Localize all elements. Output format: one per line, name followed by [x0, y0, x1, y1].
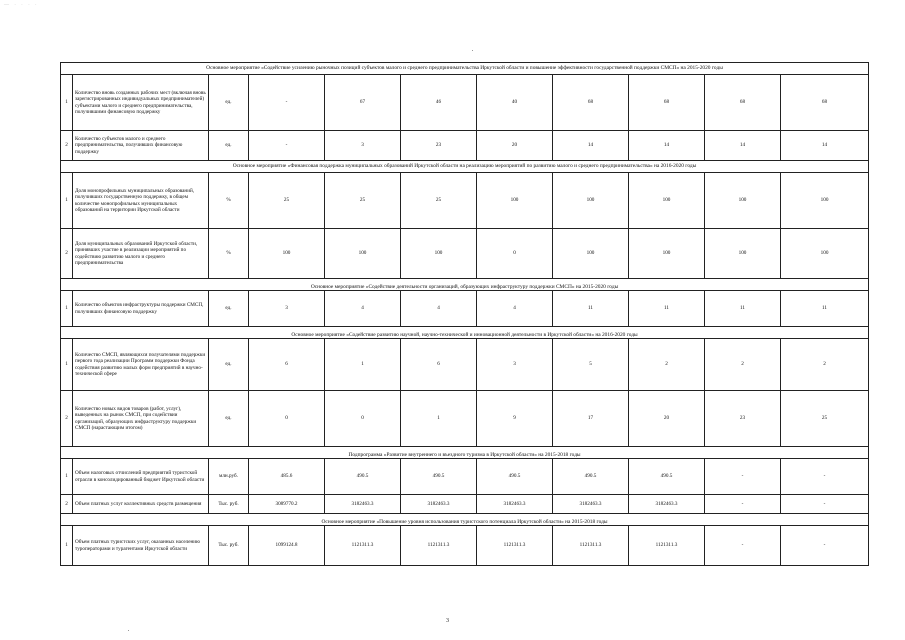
page-number: 3	[446, 618, 449, 624]
section-header: Основное мероприятие «Повышение уровня использования туристского потенциала Иркутской области» на 2015-2018 годы	[61, 514, 869, 526]
value-cell: 40	[477, 75, 553, 131]
table-row	[61, 391, 869, 447]
table-row	[61, 173, 869, 229]
row-number: 1	[61, 291, 73, 327]
value-cell: 1121311.3	[553, 526, 629, 566]
table-body	[61, 63, 869, 566]
value-cell: 68	[553, 75, 629, 131]
value-cell: 3182463.3	[325, 495, 401, 514]
indicator-name: Количество объектов инфраструктуры поддержки СМСП, получивших финансовую поддержку	[73, 291, 209, 327]
indicator-name: Объем налоговых отчислений предприятий туристской отрасли в консолидированный бюджет Иркутской области	[73, 459, 209, 495]
unit-cell: Тыс. руб.	[209, 495, 249, 514]
value-cell: 490.5	[401, 459, 477, 495]
value-cell: 14	[553, 131, 629, 161]
table-row	[61, 526, 869, 566]
section-header: Основное мероприятие «Содействие деятельности организаций, образующих инфраструктуру поддержки СМСП» на 2015-2020 годы	[61, 279, 869, 291]
value-cell: 46	[401, 75, 477, 131]
value-cell: 25	[325, 173, 401, 229]
value-cell: 2	[629, 339, 705, 391]
value-cell: 68	[781, 75, 869, 131]
value-cell: 490.5	[477, 459, 553, 495]
value-cell: 5	[553, 339, 629, 391]
unit-cell: ед.	[209, 75, 249, 131]
row-number: 1	[61, 173, 73, 229]
value-cell: 20	[629, 391, 705, 447]
value-cell: 23	[401, 131, 477, 161]
unit-cell: Тыс. руб.	[209, 526, 249, 566]
value-cell: 100	[781, 229, 869, 279]
value-cell: 100	[553, 173, 629, 229]
section-header-row	[61, 161, 869, 173]
value-cell: 100	[553, 229, 629, 279]
value-cell: 11	[629, 291, 705, 327]
value-cell: -	[781, 526, 869, 566]
value-cell: 0	[249, 391, 325, 447]
value-cell: 490.5	[629, 459, 705, 495]
value-cell: 25	[401, 173, 477, 229]
section-header-row	[61, 447, 869, 459]
row-number: 1	[61, 75, 73, 131]
value-cell: 1121311.3	[325, 526, 401, 566]
value-cell: 23	[705, 391, 781, 447]
section-header: Основное мероприятие «Содействие усилению рыночных позиций субъектов малого и среднего предпринимательства Иркутской области и повышение эффективности государственной поддержки СМСП» на 2015-2020 годы	[61, 63, 869, 75]
row-number: 2	[61, 391, 73, 447]
unit-cell: ед.	[209, 339, 249, 391]
row-number: 1	[61, 339, 73, 391]
value-cell: 0	[477, 229, 553, 279]
value-cell: 20	[477, 131, 553, 161]
table-row	[61, 291, 869, 327]
row-number: 2	[61, 131, 73, 161]
row-number: 2	[61, 229, 73, 279]
value-cell: 67	[325, 75, 401, 131]
value-cell: 3182463.3	[553, 495, 629, 514]
value-cell: 3182463.3	[629, 495, 705, 514]
value-cell: 9	[477, 391, 553, 447]
value-cell: -	[249, 131, 325, 161]
value-cell: -	[781, 459, 869, 495]
table-row	[61, 339, 869, 391]
unit-cell: ед.	[209, 131, 249, 161]
value-cell: 6	[249, 339, 325, 391]
row-number: 2	[61, 495, 73, 514]
value-cell: 6	[401, 339, 477, 391]
value-cell: 3	[477, 339, 553, 391]
value-cell: 1121311.3	[401, 526, 477, 566]
unit-cell: ед.	[209, 291, 249, 327]
indicator-name: Количество вновь созданных рабочих мест (включая вновь зарегистрированных индивидуальных предпринимателей) субъектами малого и среднего предпринимательства, получившими финансовую поддержку	[73, 75, 209, 131]
value-cell: 100	[477, 173, 553, 229]
value-cell: 11	[705, 291, 781, 327]
value-cell: 68	[705, 75, 781, 131]
value-cell: 17	[553, 391, 629, 447]
unit-cell: %	[209, 229, 249, 279]
value-cell: 100	[325, 229, 401, 279]
value-cell: 3089770.2	[249, 495, 325, 514]
indicator-name: Доля муниципальных образований Иркутской области, принявших участие в реализации мероприятий по содействию развитию малого и среднего предпринимательства	[73, 229, 209, 279]
value-cell: 1121311.3	[629, 526, 705, 566]
indicator-name: Доля монопрофильных муниципальных образований, получивших государственную поддержку, в общем количестве монопрофильных муниципальных образований на территории Иркутской области	[73, 173, 209, 229]
indicator-name: Количество СМСП, являющихся получателями поддержки первого года реализации Программ поддержки Фонда содействия развитию малых форм предприятий в научно-технической сфере	[73, 339, 209, 391]
table-row	[61, 229, 869, 279]
table-row	[61, 495, 869, 514]
value-cell: 100	[629, 229, 705, 279]
value-cell: -	[705, 495, 781, 514]
table-row	[61, 131, 869, 161]
unit-cell: млн.руб.	[209, 459, 249, 495]
value-cell: 485.6	[249, 459, 325, 495]
value-cell: 11	[553, 291, 629, 327]
value-cell: -	[781, 495, 869, 514]
value-cell: 100	[781, 173, 869, 229]
value-cell: 14	[781, 131, 869, 161]
section-header-row	[61, 327, 869, 339]
section-header-row	[61, 514, 869, 526]
value-cell: 100	[705, 229, 781, 279]
value-cell: 3182463.3	[401, 495, 477, 514]
table-row	[61, 75, 869, 131]
scan-speck	[472, 50, 473, 51]
value-cell: 490.5	[553, 459, 629, 495]
indicator-name: Объем платных туристских услуг, оказанных населению туроператорами и турагентами Иркутской области	[73, 526, 209, 566]
value-cell: -	[705, 526, 781, 566]
scan-speck	[128, 630, 129, 631]
value-cell: 4	[401, 291, 477, 327]
value-cell: 100	[705, 173, 781, 229]
unit-cell: ед.	[209, 391, 249, 447]
row-number: 1	[61, 459, 73, 495]
indicators-table	[60, 62, 869, 566]
scan-corner-mark: — · · · ·	[4, 3, 39, 8]
section-header-row	[61, 279, 869, 291]
value-cell: 1	[401, 391, 477, 447]
value-cell: 2	[781, 339, 869, 391]
value-cell: 25	[781, 391, 869, 447]
value-cell: 11	[781, 291, 869, 327]
value-cell: 4	[325, 291, 401, 327]
value-cell: -	[249, 75, 325, 131]
value-cell: 100	[629, 173, 705, 229]
row-number: 1	[61, 526, 73, 566]
value-cell: 100	[401, 229, 477, 279]
value-cell: 14	[629, 131, 705, 161]
section-header-row	[61, 63, 869, 75]
value-cell: 0	[325, 391, 401, 447]
value-cell: 3	[325, 131, 401, 161]
value-cell: 1099124.8	[249, 526, 325, 566]
section-header: Основное мероприятие «Финансовая поддержка муниципальных образований Иркутской области на реализацию мероприятий по развитию малого и среднего предпринимательства» на 2016-2020 годы	[61, 161, 869, 173]
value-cell: 4	[477, 291, 553, 327]
indicator-name: Количество новых видов товаров (работ, услуг), выведенных на рынок СМСП, при содействии организаций, образующих инфраструктуру поддержки СМСП (нарастающим итогом)	[73, 391, 209, 447]
indicator-name: Объем платных услуг коллективных средств размещения	[73, 495, 209, 514]
value-cell: 14	[705, 131, 781, 161]
value-cell: 1121311.3	[477, 526, 553, 566]
value-cell: 100	[249, 229, 325, 279]
value-cell: 1	[325, 339, 401, 391]
value-cell: 3	[249, 291, 325, 327]
table-row	[61, 459, 869, 495]
value-cell: 490.5	[325, 459, 401, 495]
value-cell: 68	[629, 75, 705, 131]
section-header: Основное мероприятие «Содействие развитию научной, научно-технической и инновационной деятельности в Иркутской области» на 2016-2020 годы	[61, 327, 869, 339]
section-header: Подпрограмма «Развитие внутреннего и въездного туризма в Иркутской области» на 2015-2018 годы	[61, 447, 869, 459]
indicator-name: Количество субъектов малого и среднего предпринимательства, получивших финансовую поддержку	[73, 131, 209, 161]
value-cell: 3182463.3	[477, 495, 553, 514]
value-cell: 25	[249, 173, 325, 229]
value-cell: -	[705, 459, 781, 495]
unit-cell: %	[209, 173, 249, 229]
value-cell: 2	[705, 339, 781, 391]
